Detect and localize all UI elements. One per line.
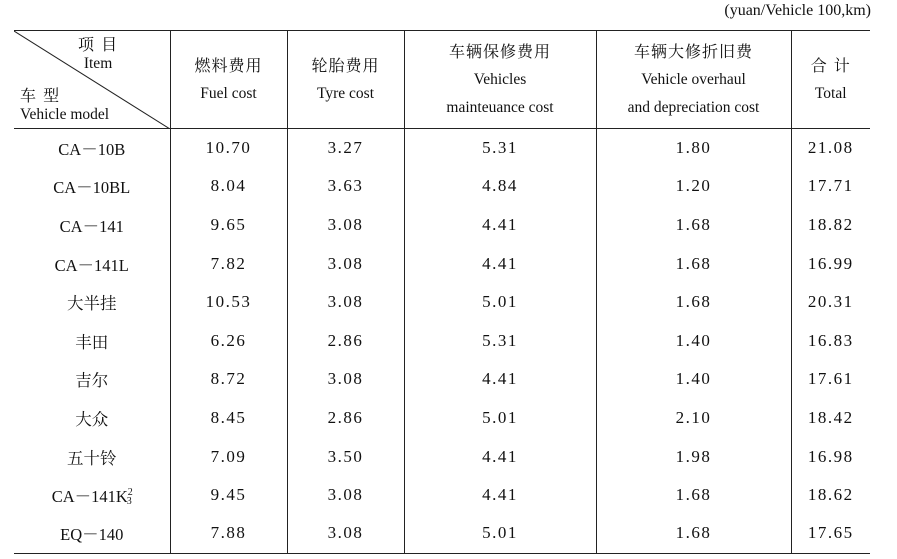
table-row [14, 514, 870, 553]
item-label-zh: 项 目 [78, 35, 119, 54]
maintenance-cost-cell: 4.41 [404, 437, 596, 476]
vehicle-model-cell [14, 129, 170, 168]
maintenance-cost-cell: 4.41 [404, 360, 596, 399]
unit-note: (yuan/Vehicle 100,km) [724, 2, 871, 19]
total-cost-cell: 17.61 [791, 360, 870, 399]
vehicle-model-cell [14, 360, 170, 399]
overhaul-cost-cell: 1.68 [596, 244, 791, 283]
vehicle-cost-table [14, 30, 870, 554]
column-header-en: and depreciation cost [627, 98, 760, 116]
fuel-cost-cell: 7.88 [170, 514, 287, 553]
column-header-en: Total [814, 84, 847, 102]
table-row [14, 360, 870, 399]
tyre-cost-cell: 3.08 [287, 206, 404, 245]
total-cost-cell: 16.83 [791, 321, 870, 360]
vehicle-model-label: 大半挂 [67, 294, 117, 314]
maintenance-cost-cell: 5.31 [404, 129, 596, 168]
overhaul-cost-cell: 1.20 [596, 167, 791, 206]
fuel-cost-cell: 9.45 [170, 476, 287, 515]
tyre-cost-cell: 3.08 [287, 283, 404, 322]
total-cost-cell: 21.08 [791, 129, 870, 168]
fuel-cost-cell: 8.72 [170, 360, 287, 399]
column-header-en: Tyre cost [316, 84, 375, 102]
table-row [14, 437, 870, 476]
fuel-cost-cell: 7.09 [170, 437, 287, 476]
total-cost-cell: 17.65 [791, 514, 870, 553]
column-header-total [791, 31, 870, 129]
vehicle-model-subscript: 3 [126, 496, 132, 508]
tyre-cost-cell: 2.86 [287, 321, 404, 360]
maintenance-cost-cell: 4.41 [404, 476, 596, 515]
tyre-cost-cell: 3.08 [287, 476, 404, 515]
tyre-cost-cell: 2.86 [287, 399, 404, 438]
column-header-zh: 车辆保修费用 [448, 41, 551, 61]
vehicle-model-label: 五十铃 [67, 448, 117, 468]
overhaul-cost-cell: 1.68 [596, 514, 791, 553]
total-cost-cell: 16.98 [791, 437, 870, 476]
corner-header-cell [14, 31, 170, 129]
overhaul-cost-cell: 2.10 [596, 399, 791, 438]
vehicle-model-cell [14, 206, 170, 245]
overhaul-cost-cell: 1.40 [596, 360, 791, 399]
column-header-en: mainteuance cost [446, 98, 554, 116]
table-row [14, 476, 870, 515]
table-row [14, 283, 870, 322]
fuel-cost-cell: 8.45 [170, 399, 287, 438]
maintenance-cost-cell: 5.01 [404, 399, 596, 438]
total-cost-cell: 18.42 [791, 399, 870, 438]
maintenance-cost-cell: 4.41 [404, 206, 596, 245]
column-header-maintenance [404, 31, 596, 129]
column-header-en: Fuel cost [200, 84, 257, 102]
total-cost-cell: 17.71 [791, 167, 870, 206]
tyre-cost-cell: 3.63 [287, 167, 404, 206]
column-header-fuel [170, 31, 287, 129]
fuel-cost-cell: 10.70 [170, 129, 287, 168]
tyre-cost-cell: 3.08 [287, 360, 404, 399]
maintenance-cost-cell: 5.31 [404, 321, 596, 360]
table-row [14, 129, 870, 168]
header-row [14, 31, 870, 129]
vehicle-model-label: 丰田 [75, 332, 109, 352]
vehicle-model-cell [14, 283, 170, 322]
total-cost-cell: 18.82 [791, 206, 870, 245]
maintenance-cost-cell: 4.84 [404, 167, 596, 206]
maintenance-cost-cell: 5.01 [404, 514, 596, 553]
vehicle-model-cell [14, 167, 170, 206]
tyre-cost-cell: 3.08 [287, 244, 404, 283]
table-row [14, 167, 870, 206]
column-header-en: Vehicles [473, 70, 527, 88]
column-header-tyre [287, 31, 404, 129]
fuel-cost-cell: 6.26 [170, 321, 287, 360]
tyre-cost-cell: 3.50 [287, 437, 404, 476]
model-label-zh: 车 型 [20, 86, 61, 105]
total-cost-cell: 16.99 [791, 244, 870, 283]
vehicle-model-label: CA－10BL [53, 178, 131, 198]
vehicle-model-cell [14, 437, 170, 476]
vehicle-model-label: CA－141 [59, 216, 124, 236]
overhaul-cost-cell: 1.40 [596, 321, 791, 360]
model-label-en: Vehicle model [20, 106, 110, 123]
vehicle-model-cell [14, 244, 170, 283]
column-header-en: Vehicle overhaul [641, 70, 746, 88]
overhaul-cost-cell: 1.68 [596, 206, 791, 245]
column-header-zh: 车辆大修折旧费 [633, 41, 753, 61]
overhaul-cost-cell: 1.68 [596, 476, 791, 515]
total-cost-cell: 20.31 [791, 283, 870, 322]
column-header-zh: 轮胎费用 [311, 55, 380, 75]
tyre-cost-cell: 3.27 [287, 129, 404, 168]
vehicle-model-label: CA－10B [58, 140, 126, 160]
fuel-cost-cell: 8.04 [170, 167, 287, 206]
column-header-zh: 合 计 [810, 55, 851, 75]
vehicle-model-superscript: 2 [127, 487, 133, 499]
vehicle-model-label: EQ－140 [60, 525, 124, 545]
vehicle-model-label: CA－141K [51, 487, 128, 507]
overhaul-cost-cell: 1.98 [596, 437, 791, 476]
overhaul-cost-cell: 1.68 [596, 283, 791, 322]
column-header-overhaul [596, 31, 791, 129]
fuel-cost-cell: 9.65 [170, 206, 287, 245]
fuel-cost-cell: 10.53 [170, 283, 287, 322]
overhaul-cost-cell: 1.80 [596, 129, 791, 168]
vehicle-model-label: CA－141L [54, 255, 129, 275]
maintenance-cost-cell: 4.41 [404, 244, 596, 283]
table-body [14, 129, 870, 554]
table-row [14, 244, 870, 283]
vehicle-model-label: 大众 [75, 409, 109, 429]
total-cost-cell: 18.62 [791, 476, 870, 515]
vehicle-model-cell [14, 476, 170, 515]
tyre-cost-cell: 3.08 [287, 514, 404, 553]
maintenance-cost-cell: 5.01 [404, 283, 596, 322]
table-row [14, 206, 870, 245]
table-row [14, 399, 870, 438]
fuel-cost-cell: 7.82 [170, 244, 287, 283]
vehicle-model-label: 吉尔 [75, 371, 109, 391]
vehicle-model-cell [14, 399, 170, 438]
column-header-zh: 燃料费用 [194, 55, 263, 75]
vehicle-model-cell [14, 514, 170, 553]
item-label-en: Item [83, 55, 113, 72]
table-row [14, 321, 870, 360]
vehicle-model-cell [14, 321, 170, 360]
